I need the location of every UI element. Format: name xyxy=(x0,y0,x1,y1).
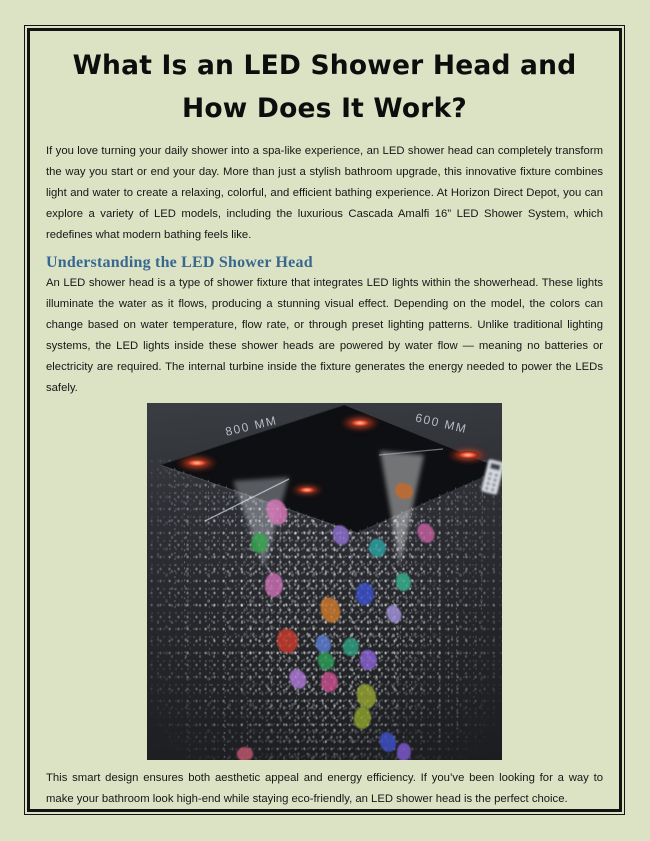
page-title-line-2: How Does It Work? xyxy=(182,93,467,124)
section-paragraph: An LED shower head is a type of shower fixture that integrates LED lights within the showerhead. These lights illuminate the water as it flows, producing a stunning visual effect. Depending on the model, the colors can change based on water temperature, flow rate, or through preset lighting patterns. Unlike traditional lighting systems, the LED lights inside these shower heads are powered by water flow — meaning no batteries or electricity are required. The internal turbine inside the fixture generates the energy needed to power the LEDs safely. xyxy=(46,277,603,394)
dimension-label-600mm: 600 MM xyxy=(414,410,469,437)
section-heading: Understanding the LED Shower Head xyxy=(46,254,313,271)
closing-paragraph: This smart design ensures both aesthetic appeal and energy efficiency. If you’ve been looking for a way to make your bathroom look high-end while staying eco-friendly, an LED shower head is the perfect choice. xyxy=(46,772,603,805)
dimension-label-800mm: 800 MM xyxy=(223,413,279,439)
page-title-line-1: What Is an LED Shower Head and xyxy=(72,50,577,81)
led-shower-photo xyxy=(147,403,502,760)
intro-paragraph: If you love turning your daily shower into a spa-like experience, an LED shower head can completely transform the way you start or end your day. More than just a stylish bathroom upgrade, this innovative fixture combines light and water to create a relaxing, colorful, and efficient bathing experience. At Horizon Direct Depot, you can explore a variety of LED models, including the luxurious Cascada Amalfi 16” LED Shower System, which redefines what modern bathing feels like. xyxy=(46,145,603,241)
led-light-left xyxy=(184,459,210,468)
led-light-center xyxy=(297,486,317,494)
page-content xyxy=(27,28,622,812)
shower-panel-graphic xyxy=(147,403,502,760)
page-border-frame xyxy=(24,25,625,815)
page-title xyxy=(46,44,603,130)
led-light-right xyxy=(455,451,481,460)
led-light-top xyxy=(348,419,372,428)
color-sparkle xyxy=(396,573,411,591)
